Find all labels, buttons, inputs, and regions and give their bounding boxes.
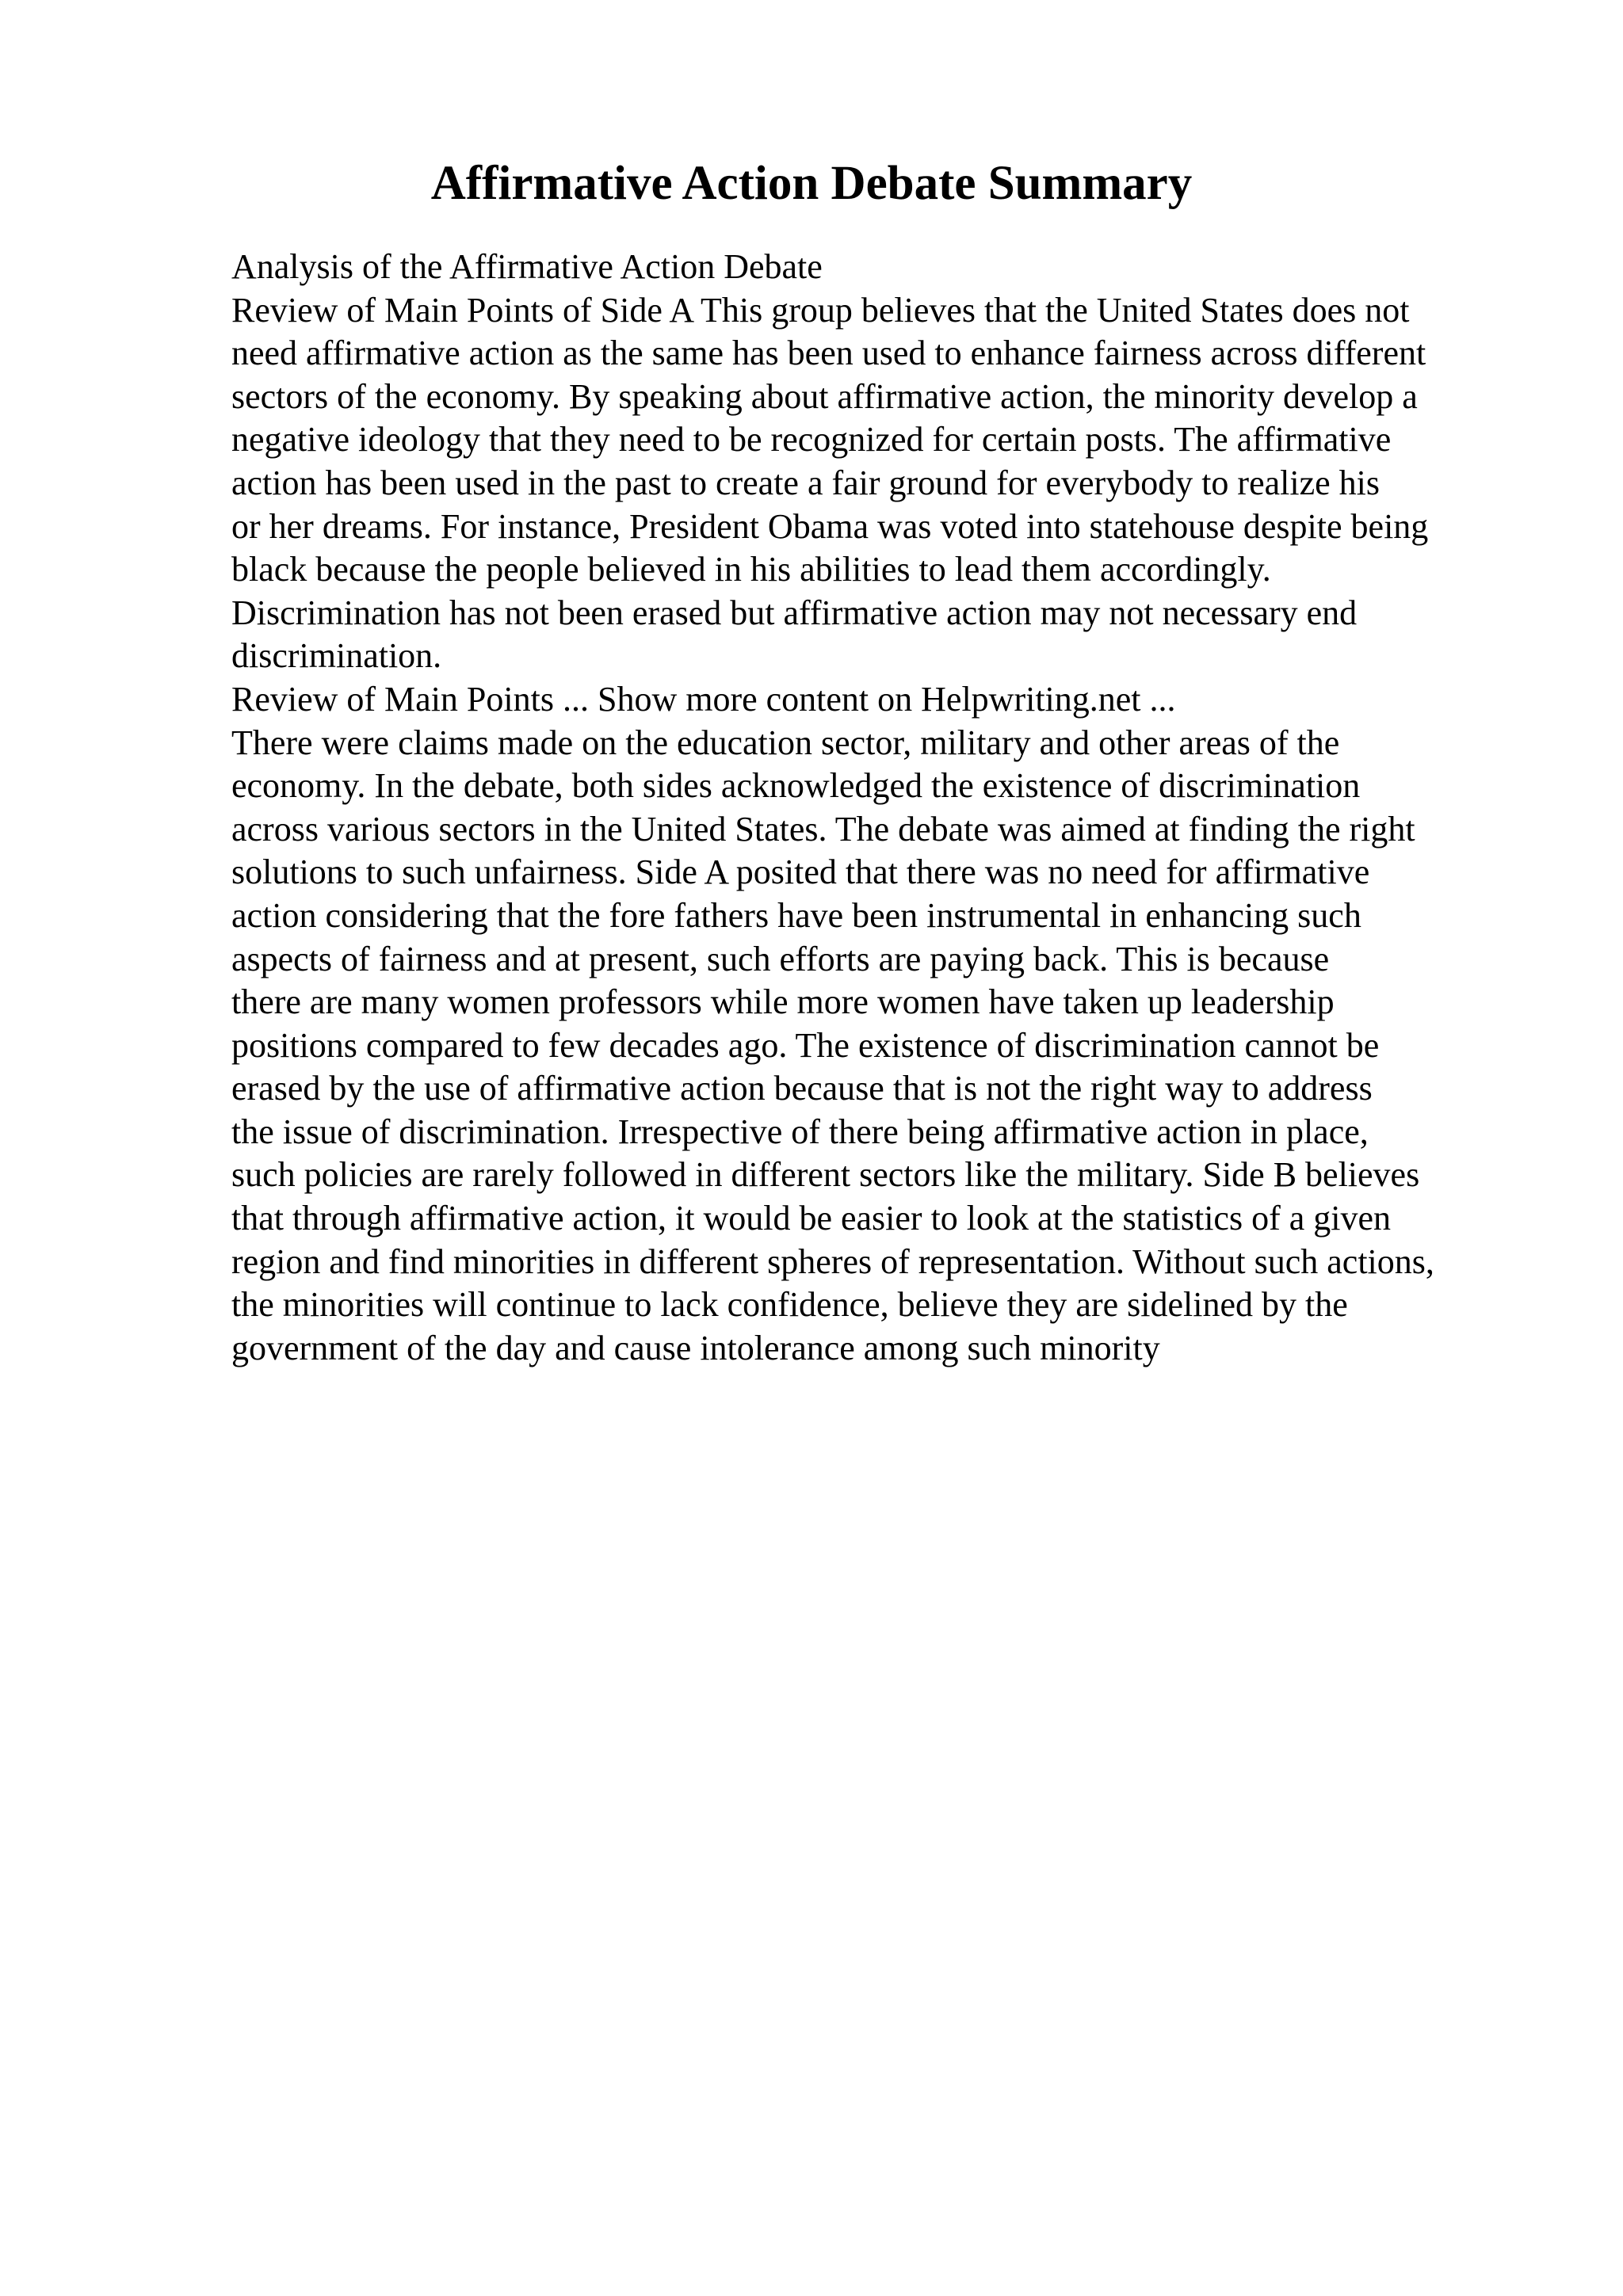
body-line: erased by the use of affirmative action because that is not the right way to address <box>231 1069 1373 1108</box>
body-line: There were claims made on the education sector, military and other areas of the <box>231 723 1340 762</box>
show-more-line: Review of Main Points ... Show more content on Helpwriting.net ... <box>231 679 1176 719</box>
body-line: across various sectors in the United States. The debate was aimed at finding the right <box>231 809 1415 849</box>
body-line: the minorities will continue to lack confidence, believe they are sidelined by the <box>231 1285 1348 1325</box>
body-line: action considering that the fore fathers have been instrumental in enhancing such <box>231 895 1361 935</box>
body-line: action has been used in the past to create a fair ground for everybody to realize his <box>231 463 1380 502</box>
body-line: Discrimination has not been erased but affirmative action may not necessary end <box>231 593 1358 632</box>
body-line: discrimination. <box>231 636 442 676</box>
body-line: need affirmative action as the same has been used to enhance fairness across different <box>231 334 1426 373</box>
body-line: Review of Main Points of Side A This group believes that the United States does not <box>231 290 1410 330</box>
body-line: such policies are rarely followed in different sectors like the military. Side B believes <box>231 1155 1420 1195</box>
body-line: sectors of the economy. By speaking about affirmative action, the minority develop a <box>231 376 1418 416</box>
body-line: economy. In the debate, both sides acknowledged the existence of discrimination <box>231 766 1361 806</box>
body-line: black because the people believed in his abilities to lead them accordingly. <box>231 550 1271 589</box>
body-line-heading: Analysis of the Affirmative Action Debate <box>231 247 823 286</box>
body-line: solutions to such unfairness. Side A posited that there was no need for affirmative <box>231 852 1370 892</box>
body-line: government of the day and cause intolerance among such minority <box>231 1328 1160 1367</box>
body-line: the issue of discrimination. Irrespective of there being affirmative action in place, <box>231 1112 1369 1151</box>
body-line: positions compared to few decades ago. The existence of discrimination cannot be <box>231 1025 1380 1065</box>
document-body <box>231 246 1563 1370</box>
body-line: there are many women professors while more women have taken up leadership <box>231 982 1335 1022</box>
body-line: that through affirmative action, it would be easier to look at the statistics of a given <box>231 1199 1392 1238</box>
body-line: or her dreams. For instance, President Obama was voted into statehouse despite being <box>231 506 1429 546</box>
body-line: region and find minorities in different spheres of representation. Without such actions, <box>231 1241 1434 1281</box>
body-line: negative ideology that they need to be recognized for certain posts. The affirmative <box>231 420 1392 460</box>
body-line: aspects of fairness and at present, such efforts are paying back. This is because <box>231 939 1330 978</box>
document-title: Affirmative Action Debate Summary <box>430 157 1193 210</box>
